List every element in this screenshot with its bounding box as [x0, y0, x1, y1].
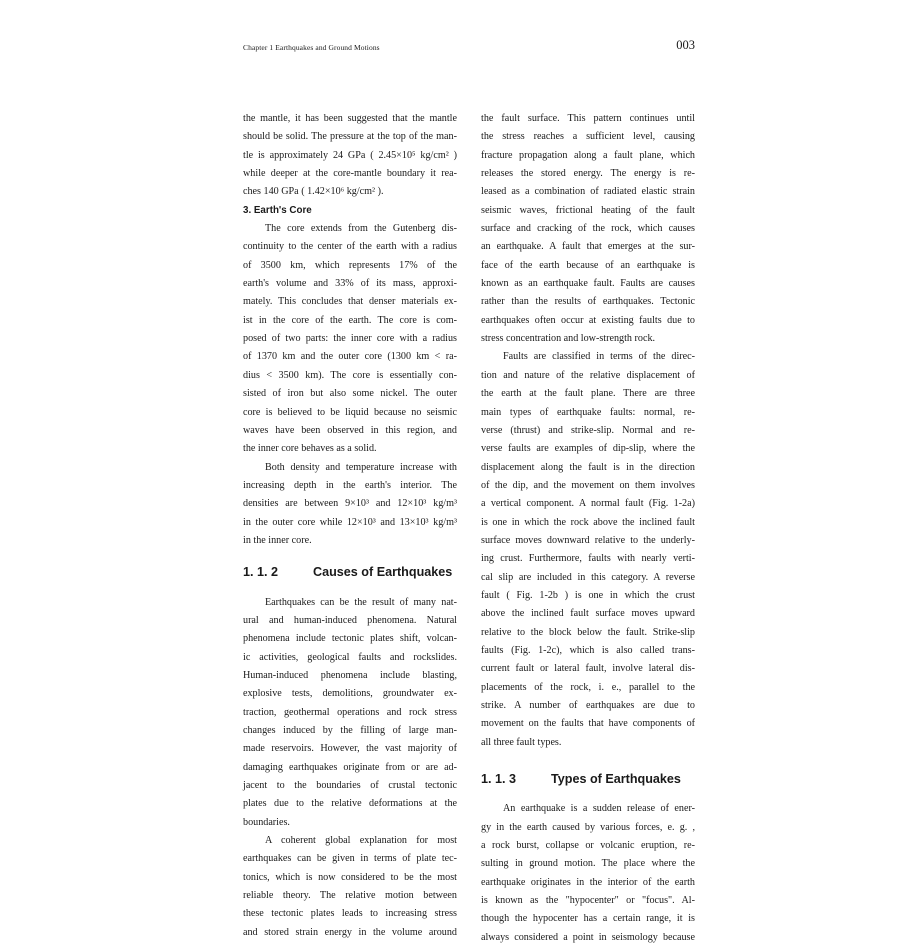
text-line: explosive tests, demolitions, groundwater ex- [243, 688, 457, 700]
paragraph [243, 594, 457, 832]
text-line: tonics, which is now considered to be the most [243, 871, 457, 883]
text-line: verse (thrust) and strike-slip. Normal and re- [481, 424, 695, 436]
paragraph [243, 459, 457, 551]
page-number: 003 [676, 38, 695, 52]
text-line: fracture propagation along a fault plane, which [481, 149, 695, 161]
text-line: always considered a point in seismology because [481, 931, 695, 943]
text-line: strike. A number of earthquakes are due to [481, 700, 695, 711]
text-line: continuity to the center of the earth with a radius [243, 241, 457, 253]
text-line: mately. This concludes that denser materials ex- [243, 296, 457, 308]
text-line: should be solid. The pressure at the top of the man- [243, 131, 457, 143]
text-line: while deeper at the core-mantle boundary it rea- [243, 168, 457, 180]
text-line: posed of two parts: the inner core with a radius [243, 333, 457, 345]
text-line: The core extends from the Gutenberg dis- [265, 223, 457, 235]
text-line: boundaries. [243, 816, 290, 828]
text-line: Both density and temperature increase with [265, 461, 457, 473]
paragraph [243, 220, 457, 458]
text-line: made reservoirs. However, the vast majority of [243, 743, 457, 755]
text-line: in the outer core while 12×10³ and 13×10³ kg/m³ [243, 516, 457, 528]
text-line: increasing depth in the earth's interior. The [243, 479, 457, 491]
text-line: rather than the results of earthquakes. Tectonic [481, 296, 695, 308]
text-line: face of the earth because of an earthquake is [481, 259, 695, 271]
text-line: damaging earthquakes originate from or are ad- [243, 761, 457, 773]
text-line: of 1370 km and the outer core (1300 km < ra- [243, 351, 457, 363]
text-line: leased as a combination of radiated elastic strain [481, 186, 695, 198]
text-line: all three fault types. [481, 736, 562, 748]
text-line: dius < 3500 km). The core is essentially con- [243, 369, 457, 381]
text-line: changes induced by the filling of large man- [243, 725, 457, 736]
text-line: is one in which the rock above the inclined fault [481, 516, 695, 528]
text-line: Human-induced phenomena include blasting, [243, 669, 457, 681]
text-line: jacent to the boundaries of crustal tectonic [243, 780, 457, 792]
text-line: a rock burst, collapse or volcanic eruption, re- [481, 840, 695, 852]
paragraph [481, 110, 695, 348]
text-line: fault ( Fig. 1-2b ) is one in which the crust [481, 589, 695, 601]
text-line: An earthquake is a sudden release of ener- [503, 803, 695, 815]
paragraph [243, 832, 457, 942]
section-heading-causes [243, 563, 457, 581]
text-line: of 3500 km, which represents 17% of the [243, 259, 457, 271]
text-line: known as an earthquake fault. Faults are causes [481, 278, 695, 290]
paragraph [243, 110, 457, 202]
text-line: surface and cracking of the rock, which causes [481, 223, 695, 235]
text-line: plates due to the relative deformations at the [243, 798, 457, 810]
section-title: Causes of Earthquakes [313, 565, 453, 580]
left-column [243, 110, 457, 942]
text-line: core is believed to be liquid because no seismic [243, 406, 457, 418]
text-line: and stored strain energy in the volume around [243, 926, 457, 938]
text-line: above the inclined fault surface moves upward [481, 608, 695, 620]
text-line: surface moves downward relative to the underly- [481, 534, 695, 546]
text-line: a vertical component. A normal fault (Fig. 1-2a) [481, 498, 695, 510]
text-line: in the inner core. [243, 534, 312, 546]
text-line: phenomena include tectonic plates shift, volcan- [243, 633, 457, 645]
text-line: of the dip, and the movement on them involves [481, 479, 695, 491]
text-line: the mantle, it has been suggested that the mantle [243, 113, 457, 124]
paragraph [481, 348, 695, 752]
text-line: cal slip are included in this category. A reverse [481, 571, 695, 583]
text-line: displacement along the fault is in the direction [481, 461, 695, 473]
text-line: releases the stored energy. The energy is re- [481, 168, 695, 180]
text-line: ic activities, geological faults and rockslides. [243, 651, 457, 663]
text-line: verse faults are examples of dip-slip, where the [481, 443, 695, 455]
section-heading-types [481, 770, 695, 788]
text-line: earth's volume and 33% of its mass, approxi- [243, 278, 457, 290]
text-line: reliable theory. The relative motion between [243, 890, 457, 902]
text-line: ist in the core of the earth. The core is com- [243, 314, 457, 326]
text-line: main types of earthquake faults: normal, re- [481, 406, 695, 418]
text-line: the inner core behaves as a solid. [243, 443, 377, 455]
text-line: earthquake originates in the interior of the earth [481, 876, 695, 888]
text-line: seismic waves, frictional heating of the fault [481, 204, 695, 216]
section-number: 1. 1. 3 [481, 772, 517, 787]
text-line: gy in the earth caused by various forces, e. g. , [481, 821, 695, 833]
text-line: tle is approximately 24 GPa ( 2.45×10⁵ kg/cm² ) [243, 149, 457, 161]
text-line: stress concentration and low-strength rock. [481, 333, 656, 345]
running-header [243, 40, 697, 54]
text-line: waves have been observed in this region, and [243, 424, 457, 436]
text-line: Earthquakes can be the result of many nat- [265, 596, 457, 608]
text-line: traction, geothermal operations and rock stress [243, 706, 457, 718]
right-column [481, 110, 695, 947]
text-line: sulting in ground motion. The place where the [481, 858, 695, 870]
text-line: densities are between 9×10³ and 12×10³ kg/m³ [243, 498, 457, 510]
section-title: Types of Earthquakes [551, 772, 681, 787]
text-line: an earthquake. A fault that emerges at the sur- [481, 241, 695, 253]
text-line: the earth at the fault plane. There are three [481, 388, 695, 400]
text-line: A coherent global explanation for most [265, 835, 457, 847]
text-line: earthquakes often occur at existing faults due to [481, 314, 695, 326]
text-line: the stress reaches a sufficient level, causing [481, 131, 695, 143]
text-line: current fault or lateral fault, involve lateral dis- [481, 663, 695, 675]
section-number: 1. 1. 2 [243, 565, 279, 580]
chapter-title: Chapter 1 Earthquakes and Ground Motions [243, 43, 380, 52]
paragraph [481, 800, 695, 947]
text-line: ing crust. Furthermore, faults with nearly verti- [481, 553, 695, 565]
text-line: relative to the block below the fault. Strike-slip [481, 626, 695, 638]
sub-heading-earths-core: 3. Earth's Core [243, 204, 312, 216]
text-line: tion and nature of the relative displacement of [481, 369, 695, 381]
text-line: placements of the rock, i. e., parallel to the [481, 681, 695, 693]
text-line: though the hypocenter has a certain range, it is [481, 913, 695, 925]
text-line: ches 140 GPa ( 1.42×10⁶ kg/cm² ). [243, 186, 384, 198]
text-line: is known as the "hypocenter" or "focus". Al- [481, 895, 695, 907]
text-line: the fault surface. This pattern continues until [481, 113, 695, 124]
text-line: earthquakes can be given in terms of plate tec- [243, 853, 457, 865]
text-line: faults (Fig. 1-2c), which is also called trans- [481, 644, 695, 656]
text-line: movement on the faults that have components of [481, 718, 695, 730]
text-line: sisted of iron but also some nickel. The outer [243, 388, 457, 400]
text-line: these tectonic plates leads to increasing stress [243, 908, 457, 920]
text-line: ural and human-induced phenomena. Natural [243, 614, 457, 626]
text-line: Faults are classified in terms of the direc- [503, 351, 695, 363]
